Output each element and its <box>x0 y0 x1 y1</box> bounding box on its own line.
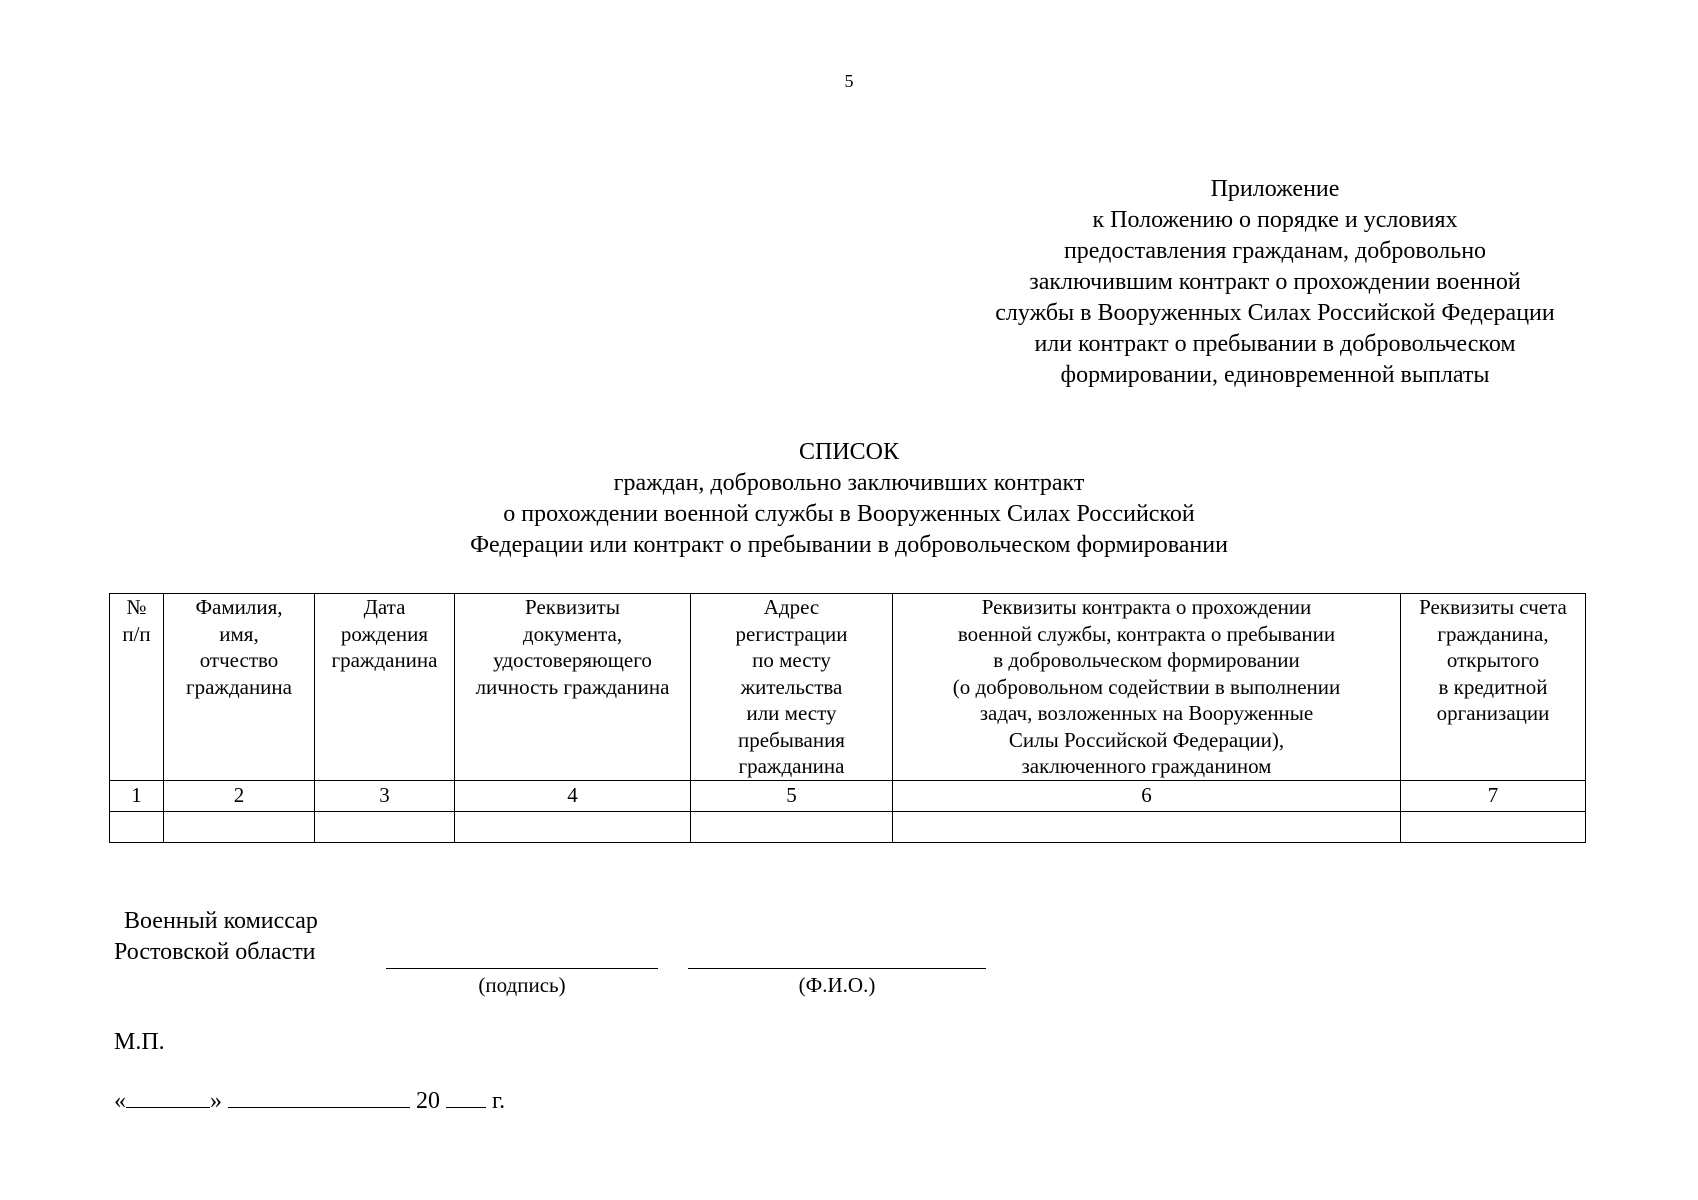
empty-cell <box>164 811 315 842</box>
full-name-caption: (Ф.И.О.) <box>798 973 876 997</box>
year-prefix: 20 <box>416 1088 440 1114</box>
list-title <box>0 437 1698 561</box>
header-cell-birth-date: Дата рождения гражданина <box>315 594 455 781</box>
year-suffix: г. <box>492 1088 506 1114</box>
table-row <box>110 811 1586 842</box>
signatory-title-line: Ростовской области <box>114 939 316 965</box>
full-name-line <box>688 968 986 969</box>
month-blank <box>228 1085 410 1108</box>
signature-line <box>386 968 658 969</box>
header-cell-identity-document: Реквизиты документа, удостоверяющего личность гражданина <box>455 594 691 781</box>
column-number: 2 <box>164 780 315 811</box>
appendix-line: предоставления гражданам, добровольно <box>1063 238 1487 264</box>
signatory-title <box>114 906 318 968</box>
list-title-line: Федерации или контракт о пребывании в добровольческом формировании <box>470 532 1228 558</box>
date-close-quote: » <box>210 1088 222 1114</box>
signature-caption: (подпись) <box>478 973 566 997</box>
appendix-line: формировании, единовременной выплаты <box>1060 362 1490 388</box>
column-number: 4 <box>455 780 691 811</box>
page-number: 5 <box>844 71 854 91</box>
empty-cell <box>691 811 893 842</box>
seal-placeholder: М.П. <box>114 1029 165 1055</box>
header-cell-bank-account: Реквизиты счета гражданина, открытого в кредитной организации <box>1401 594 1586 781</box>
appendix-line: Приложение <box>1210 176 1340 202</box>
header-cell-number: № п/п <box>110 594 164 781</box>
header-cell-contract-details: Реквизиты контракта о прохождении военной службы, контракта о пребывании в добровольческом формировании (о добровольном содействии в выполнении задач, возложенных на Вооруженные Силы Российской Федерации), заключенного гражданином <box>893 594 1401 781</box>
empty-cell <box>110 811 164 842</box>
signatory-title-line: Военный комиссар <box>124 908 318 934</box>
appendix-line: службы в Вооруженных Силах Российской Федерации <box>995 300 1555 326</box>
date-open-quote: « <box>114 1088 126 1114</box>
column-number: 1 <box>110 780 164 811</box>
empty-cell <box>1401 811 1586 842</box>
column-number: 7 <box>1401 780 1586 811</box>
list-title-line: о прохождении военной службы в Вооруженных Силах Российской <box>503 501 1195 527</box>
list-title-line: СПИСОК <box>798 439 900 465</box>
column-number: 6 <box>893 780 1401 811</box>
appendix-line: заключившим контракт о прохождении военной <box>1029 269 1521 295</box>
empty-cell <box>893 811 1401 842</box>
year-blank <box>446 1085 486 1108</box>
empty-cell <box>315 811 455 842</box>
empty-cell <box>455 811 691 842</box>
appendix-heading <box>900 174 1650 391</box>
day-blank <box>126 1085 210 1108</box>
list-title-line: граждан, добровольно заключивших контракт <box>613 470 1085 496</box>
appendix-line: или контракт о пребывании в добровольческом <box>1034 331 1516 357</box>
citizens-table <box>109 593 1586 843</box>
table-header-row <box>110 594 1586 781</box>
appendix-line: к Положению о порядке и условиях <box>1092 207 1458 233</box>
column-number: 5 <box>691 780 893 811</box>
header-cell-full-name: Фамилия, имя, отчество гражданина <box>164 594 315 781</box>
header-cell-address: Адрес регистрации по месту жительства или месту пребывания гражданина <box>691 594 893 781</box>
column-number-row <box>110 780 1586 811</box>
column-number: 3 <box>315 780 455 811</box>
date-field <box>114 1085 505 1117</box>
